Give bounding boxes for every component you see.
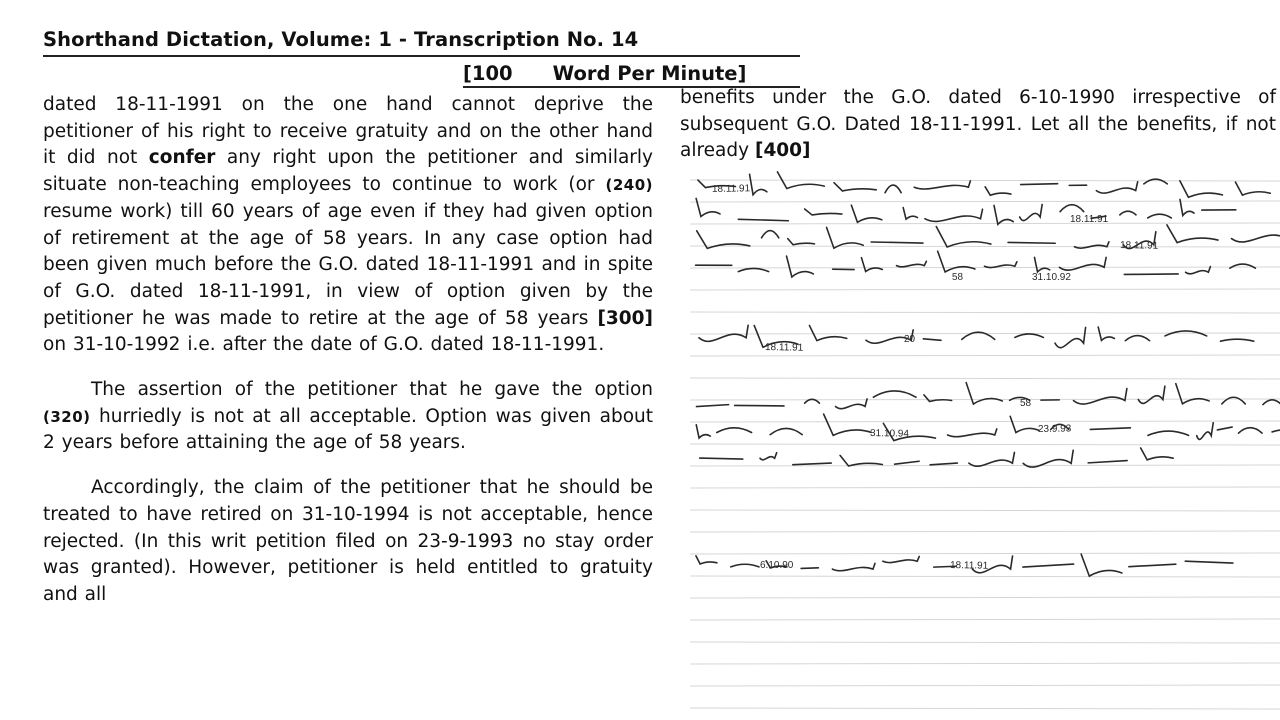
- shorthand-stroke: [1073, 389, 1126, 405]
- ruled-line: [690, 444, 1280, 445]
- ruled-line: [690, 553, 1280, 554]
- shorthand-stroke: [717, 428, 752, 433]
- ruled-line: [690, 708, 1280, 709]
- shorthand-stroke: [770, 428, 802, 434]
- shorthand-stroke: [1015, 334, 1043, 337]
- ruled-line: [690, 223, 1280, 224]
- shorthand-note: 6.10.90: [760, 560, 794, 571]
- shorthand-stroke: [836, 399, 868, 409]
- ruled-line: [690, 180, 1280, 181]
- shorthand-stroke: [805, 209, 842, 215]
- shorthand-stroke: [1124, 274, 1178, 275]
- shorthand-stroke: [750, 174, 767, 194]
- shorthand-stroke: [1129, 564, 1176, 566]
- ruled-line: [690, 246, 1280, 247]
- shorthand-note-labels: [712, 183, 1159, 571]
- shorthand-stroke: [731, 564, 759, 567]
- ruled-line: [690, 663, 1280, 664]
- shorthand-stroke: [984, 262, 1016, 268]
- shorthand-stroke: [832, 563, 875, 570]
- shorthand-stroke: [696, 405, 728, 407]
- shorthand-stroke: [1220, 339, 1253, 341]
- shorthand-stroke: [1023, 450, 1073, 467]
- shorthand-stroke: [700, 458, 743, 459]
- shorthand-stroke: [1141, 448, 1174, 460]
- word-count-marker-320: (320): [43, 407, 91, 426]
- word-count-marker-400: [400]: [754, 140, 811, 162]
- shorthand-stroke: [1034, 257, 1049, 272]
- shorthand-stroke: [834, 183, 876, 191]
- shorthand-stroke: [696, 556, 717, 564]
- shorthand-stroke: [809, 325, 846, 340]
- shorthand-stroke: [1055, 327, 1086, 347]
- shorthand-note: 18.11.91: [1070, 214, 1109, 225]
- right-paragraph: [680, 85, 1276, 165]
- ruled-line: [690, 597, 1280, 598]
- ruled-line: [690, 312, 1280, 313]
- shorthand-stroke: [923, 339, 941, 341]
- shorthand-stroke: [1222, 397, 1245, 404]
- shorthand-stroke: [914, 181, 970, 189]
- shorthand-stroke: [885, 185, 901, 193]
- shorthand-stroke: [1138, 386, 1165, 403]
- right-text-1: benefits under the G.O. dated 6-10-1990 irrespective of subsequent G.O. Dated 18-11-1991. Let all the benefits, if not already: [680, 87, 1276, 162]
- word-count-marker-240: (240): [605, 176, 653, 195]
- shorthand-stroke: [1021, 184, 1058, 185]
- shorthand-stroke: [1235, 182, 1270, 195]
- speed-label-rest: Word Per Minute]: [552, 62, 747, 85]
- shorthand-stroke: [930, 463, 957, 465]
- shorthand-stroke: [738, 268, 768, 271]
- shorthand-stroke: [948, 429, 997, 437]
- ruled-line: [690, 642, 1280, 643]
- shorthand-stroke: [994, 205, 1013, 224]
- ruled-line: [690, 201, 1280, 202]
- shorthand-stroke: [787, 256, 814, 277]
- shorthand-stroke: [1148, 214, 1172, 218]
- word-count-marker-300: [300]: [597, 307, 653, 329]
- shorthand-stroke: [936, 227, 991, 247]
- document-title: Shorthand Dictation, Volume: 1 - Transcription No. 14: [43, 28, 800, 57]
- shorthand-note: 31.10.92: [1032, 272, 1071, 283]
- shorthand-stroke: [1088, 461, 1127, 463]
- shorthand-stroke: [1185, 561, 1233, 563]
- shorthand-stroke: [896, 261, 926, 267]
- shorthand-stroke: [696, 425, 710, 438]
- shorthand-note: 58: [951, 271, 964, 283]
- shorthand-stroke: [760, 453, 777, 460]
- shorthand-note: 18.11.91: [764, 342, 804, 354]
- shorthand-note: 58: [1020, 398, 1032, 409]
- paragraph-3: [43, 475, 653, 609]
- shorthand-stroke: [851, 205, 882, 222]
- p3-text-1: Accordingly, the claim of the petitioner that he should be treated to have retired on 31-10-1994 is not acceptable, hence rejected. (In this writ petition filed on 23-9-1993 no stay order was granted). However, petitioner is held entitled to gratuity and all: [43, 477, 653, 605]
- shorthand-note: 31.10.94: [869, 428, 910, 440]
- shorthand-stroke: [1148, 431, 1189, 435]
- paragraph-1: [43, 92, 653, 359]
- shorthand-stroke: [1197, 423, 1214, 440]
- ruled-lines: [690, 180, 1280, 710]
- shorthand-strokes: [696, 172, 1280, 576]
- shorthand-stroke: [762, 231, 779, 238]
- p1-text-4: on 31-10-1992 i.e. after the date of G.O. dated 18-11-1991.: [43, 334, 605, 356]
- shorthand-stroke: [924, 395, 952, 402]
- ruled-line: [690, 531, 1280, 532]
- shorthand-stroke: [1217, 427, 1232, 430]
- ruled-line: [690, 289, 1280, 290]
- shorthand-note: 18.11.91: [949, 560, 989, 572]
- shorthand-stroke: [696, 198, 720, 216]
- p1-text-2: any right upon the petitioner and similarly situate non-teaching employees to continue to work (or: [43, 147, 653, 196]
- shorthand-stroke: [925, 209, 983, 221]
- shorthand-stroke: [1180, 199, 1194, 215]
- shorthand-stroke: [1167, 225, 1218, 243]
- shorthand-note: 20: [903, 333, 916, 345]
- shorthand-stroke: [1230, 264, 1256, 268]
- paragraph-2: [43, 377, 653, 457]
- p2-text-2: hurriedly is not at all acceptable. Option was given about 2 years before attaining the age of 58 years.: [43, 405, 653, 454]
- shorthand-stroke: [1023, 564, 1074, 567]
- shorthand-note: 18.11.91: [711, 183, 751, 195]
- ruled-line: [690, 421, 1280, 422]
- shorthand-stroke: [1263, 400, 1280, 405]
- shorthand-stroke: [895, 461, 919, 464]
- ruled-line: [690, 619, 1280, 620]
- shorthand-stroke: [738, 219, 788, 220]
- p1-text-3: resume work) till 60 years of age even if they had given option of retirement at the age of 58 years. In any case option had been given much before the G.O. dated 18-11-1991 and in spite of G.O. dated 18-11-1991, in view of option given by the petitioner he was made to retire at the age of 58 years: [43, 200, 653, 329]
- shorthand-stroke: [873, 391, 916, 397]
- shorthand-stroke: [1231, 227, 1280, 242]
- shorthand-stroke: [827, 227, 864, 248]
- shorthand-stroke: [861, 258, 882, 272]
- shorthand-stroke: [883, 556, 919, 562]
- left-column: [43, 92, 653, 609]
- shorthand-stroke: [985, 187, 1011, 195]
- shorthand-stroke: [1096, 182, 1137, 193]
- shorthand-stroke: [1008, 242, 1055, 243]
- shorthand-notepad: [690, 170, 1280, 710]
- shorthand-stroke: [1180, 181, 1223, 197]
- shorthand-stroke: [966, 383, 1002, 404]
- shorthand-stroke: [1060, 205, 1084, 212]
- shorthand-stroke: [1090, 428, 1130, 430]
- p2-text-1: The assertion of the petitioner that he gave the option: [91, 379, 653, 401]
- shorthand-note: 18.11.91: [1119, 240, 1159, 252]
- shorthand-stroke: [824, 414, 872, 435]
- p1-emphasis: confer: [148, 147, 216, 169]
- shorthand-stroke: [1010, 416, 1038, 432]
- shorthand-stroke: [871, 242, 923, 243]
- shorthand-stroke: [1125, 336, 1149, 341]
- shorthand-stroke: [840, 455, 882, 466]
- shorthand-stroke: [938, 251, 975, 272]
- ruled-line: [690, 510, 1280, 511]
- shorthand-stroke: [1081, 554, 1122, 576]
- shorthand-stroke: [1020, 204, 1042, 220]
- shorthand-stroke: [801, 568, 818, 569]
- right-column: [680, 85, 1276, 165]
- shorthand-stroke: [793, 463, 831, 465]
- ruled-line: [690, 487, 1280, 488]
- shorthand-stroke: [1176, 384, 1209, 404]
- shorthand-stroke: [699, 325, 748, 341]
- shorthand-stroke: [1239, 428, 1263, 433]
- ruled-line: [690, 576, 1280, 577]
- shorthand-note: 23.9.93: [1037, 423, 1072, 435]
- ruled-line: [690, 378, 1280, 379]
- p1-text-1: dated 18-11-1991 on the one hand cannot deprive the petitioner of his right to receive gratuity and on the other hand it did not: [43, 94, 653, 169]
- speed-label-open: [100: [463, 62, 513, 85]
- shorthand-stroke: [1186, 267, 1211, 274]
- shorthand-stroke: [903, 208, 917, 220]
- shorthand-stroke: [1272, 429, 1280, 432]
- ruled-line: [690, 685, 1280, 686]
- shorthand-stroke: [969, 452, 1015, 466]
- shorthand-stroke: [1120, 211, 1136, 215]
- shorthand-stroke: [1144, 179, 1167, 184]
- shorthand-stroke: [1059, 257, 1106, 270]
- shorthand-stroke: [788, 239, 815, 245]
- ruled-line: [690, 355, 1280, 356]
